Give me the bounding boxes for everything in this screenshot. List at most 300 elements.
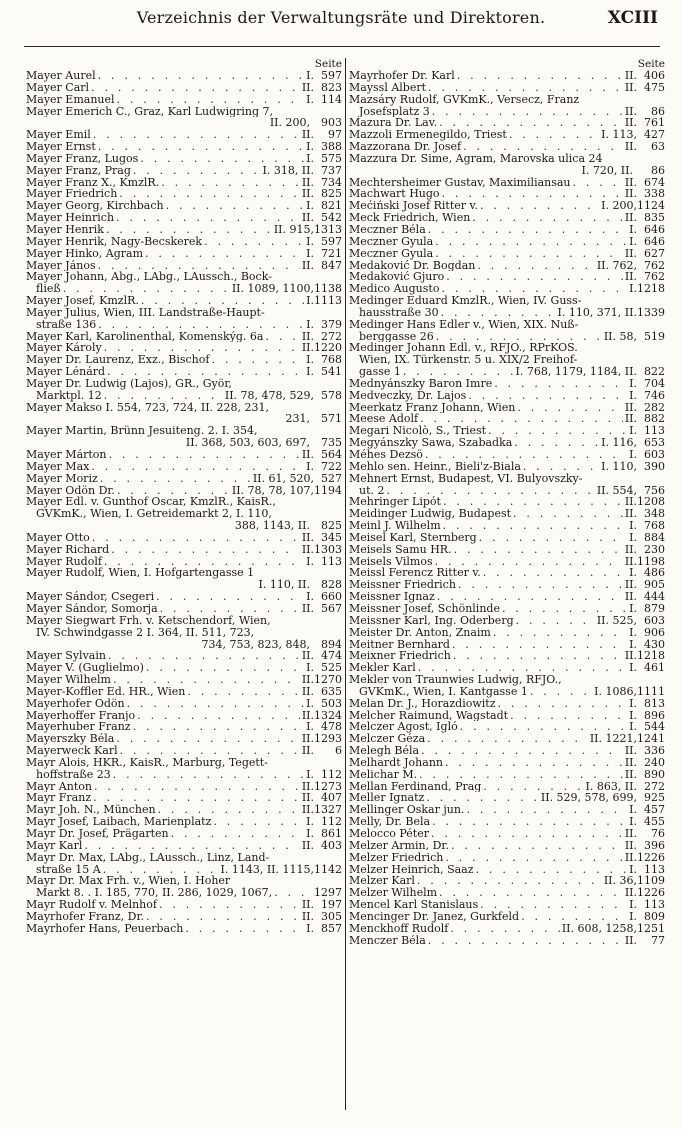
entry-name-line: Mayer V. (Guglielmo) — [26, 662, 144, 675]
entry-volume-refs: II. — [624, 81, 637, 94]
entry-name-line: Mayer Edl. v. Gunthof Oscar, KmzlR., KaisR., — [26, 496, 276, 509]
index-entry — [349, 792, 665, 804]
entry-name-line: Meerkatz Franz Johann, Wien — [349, 401, 516, 414]
entry-name-line: Melocco Péter — [349, 828, 429, 840]
entry-name-line: Mayerhuber Franz — [26, 721, 131, 734]
entry-name-line: Méhes Dezsö — [349, 449, 423, 461]
entry-page-number: 627 — [644, 247, 665, 260]
entry-name-line: Mayer Richard — [26, 543, 110, 556]
entry-list — [349, 70, 665, 946]
index-entry — [349, 402, 665, 414]
entry-page-number: 660 — [321, 591, 342, 603]
entry-volume-refs: II. — [624, 579, 637, 592]
entry-name-line: Mayer Carl — [26, 81, 90, 94]
entry-name-line: Meitner Bernhard — [349, 638, 450, 651]
entry-name-line: Melan Dr. J., Horazdiowitz — [349, 697, 496, 710]
entry-name-line: Mayer Martin, Brünn Jesuiteng. 2. I. 354, — [26, 425, 258, 438]
entry-volume-refs: I. 1086, — [594, 685, 637, 698]
entry-name-line: Mazzura Dr. Šime, Agram, Marovska ulica 24 — [349, 152, 603, 165]
index-entry — [349, 390, 665, 402]
entry-name-line: GVKmK., Wien, I. Kantgasse 1 — [359, 685, 528, 698]
entry-name-line: fließ — [36, 283, 61, 296]
index-entry — [349, 804, 665, 816]
entry-volume-refs: I. — [306, 768, 314, 781]
entry-volume-refs: I. — [306, 591, 314, 603]
entry-volume-refs: I. — [306, 354, 314, 367]
index-entry — [26, 449, 342, 461]
entry-name-line: Mehnert Ernst, Budapest, VI. Bulyovszky- — [349, 472, 583, 485]
entry-page-number: 461 — [644, 662, 665, 675]
entry-volume-refs: II. — [624, 188, 637, 201]
entry-page-number: 578 — [321, 389, 342, 402]
entry-volume-refs: I. — [306, 152, 314, 165]
index-entry — [26, 402, 342, 426]
entry-page-number: 475 — [644, 81, 665, 94]
index-entry — [349, 674, 665, 698]
entry-volume-refs: I. — [306, 141, 314, 153]
entry-volume-refs: II. — [624, 543, 637, 556]
index-entry — [349, 319, 665, 343]
index-entry — [26, 496, 342, 532]
entry-name-line: Meissner Karl, Ing. Oderberg — [349, 614, 514, 627]
entry-name-line: IV. Schwindgasse 2 I. 364, II. 511, 723, — [36, 626, 255, 639]
index-entry — [26, 461, 342, 473]
index-entry — [349, 200, 665, 212]
entry-volume-refs: II. 78, 78, 107, — [231, 484, 314, 497]
entry-page-number: 86 — [651, 105, 665, 118]
index-entry — [26, 153, 342, 165]
index-entry — [349, 757, 665, 769]
index-entry — [349, 567, 665, 579]
entry-page-number: 646 — [644, 235, 665, 248]
entry-name-line: Mayr Karl — [26, 839, 83, 852]
entry-page-number: 603 — [644, 614, 665, 627]
entry-volume-refs: II. — [624, 828, 637, 840]
index-entry — [26, 674, 342, 686]
index-entry — [26, 804, 342, 816]
index-entry — [26, 745, 342, 757]
entry-volume-refs: II. — [624, 413, 637, 426]
entry-name-line: Medaković Gjuro — [349, 271, 445, 284]
entry-volume-refs: I. 116, — [601, 437, 637, 449]
entry-page-number: 603 — [644, 449, 665, 461]
entry-volume-refs: I. 110, — [601, 460, 637, 473]
index-entry — [26, 721, 342, 733]
entry-name-line: Mayrhofer Dr. Karl — [349, 70, 455, 82]
entry-volume-refs: I. — [629, 567, 637, 580]
entry-page-number: 847 — [321, 259, 342, 272]
index-entry — [349, 82, 665, 94]
index-entry — [26, 603, 342, 615]
entry-name-line: Megyánszky Sawa, Szabadka — [349, 437, 513, 449]
entry-volume-refs: I. — [629, 626, 637, 639]
entry-name-line: Mayr Alois, HKR., KaisR., Marburg, Tegett- — [26, 756, 268, 769]
index-entry — [349, 449, 665, 461]
entry-name-line: Mellan Ferdinand, Prag — [349, 780, 482, 793]
entry-volume-refs: II. — [301, 212, 314, 224]
entry-volume-refs: II. — [624, 839, 637, 852]
entry-volume-refs: II. — [624, 271, 637, 284]
entry-page-number: 1270 — [314, 674, 342, 686]
index-entry — [26, 686, 342, 698]
index-entry — [26, 129, 342, 141]
entry-page-number: 1339 — [637, 306, 665, 319]
entry-page-number: 348 — [644, 508, 665, 521]
entry-name-line: Meisels Samu HR. — [349, 543, 452, 556]
index-entry — [26, 591, 342, 603]
entry-name-line: Mayer Franz, Lugos — [26, 152, 139, 165]
page-header — [0, 8, 682, 36]
entry-volume-refs: II. — [624, 141, 637, 153]
index-entry — [26, 378, 342, 402]
index-entry — [349, 461, 665, 473]
index-entry — [26, 852, 342, 876]
entry-volume-refs: II. — [624, 508, 637, 521]
entry-page-number: 737 — [321, 164, 342, 177]
entry-page-number: 571 — [321, 413, 342, 426]
entry-page-number: 240 — [644, 756, 665, 769]
entry-name-line: Mayerszky Béla — [26, 733, 115, 746]
entry-volume-refs: I. — [629, 520, 637, 532]
entry-name-line: Mayer Emil — [26, 129, 91, 142]
entry-volume-refs: II. 36, — [603, 875, 637, 888]
index-entry — [349, 911, 665, 923]
index-entry — [349, 188, 665, 200]
entry-volume-refs: I. — [306, 318, 314, 331]
entry-name-line: Mayr Dr. Max, LAbg., LAussch., Linz, Land- — [26, 851, 270, 864]
entry-page-number: 567 — [321, 602, 342, 615]
entry-page-number: 345 — [321, 531, 342, 544]
entry-name-line: Mayer Max — [26, 460, 90, 473]
index-entry — [349, 864, 665, 876]
entry-page-number: 544 — [644, 721, 665, 734]
entry-volume-refs: I. — [629, 697, 637, 710]
entry-name-line: Menczer Béla — [349, 934, 426, 947]
entry-page-number: 1251 — [637, 922, 665, 935]
entry-volume-refs: I. 863, II. — [585, 780, 637, 793]
entry-page-number: 1124 — [637, 200, 665, 213]
entry-volume-refs: II. — [624, 105, 637, 118]
index-entry — [26, 141, 342, 153]
index-entry — [26, 307, 342, 331]
index-entry — [349, 413, 665, 425]
entry-page-number: 230 — [644, 543, 665, 556]
entry-page-number: 542 — [321, 212, 342, 224]
index-entry — [349, 603, 665, 615]
index-entry — [26, 875, 342, 899]
index-entry — [349, 650, 665, 662]
entry-name-line: Mayer Ödön Dr. — [26, 484, 115, 497]
index-entry — [26, 94, 342, 106]
entry-name-line: Mayer Henrik, Nagy-Becskerek — [26, 235, 203, 248]
entry-name-line: Meczner Gyula — [349, 235, 434, 248]
entry-volume-refs: II. 78, 478, 529, — [224, 389, 314, 402]
entry-page-number: 823 — [321, 81, 342, 94]
entry-page-number: 575 — [321, 152, 342, 165]
entry-volume-refs: II. 1089, 1100, — [231, 283, 314, 296]
index-entry — [26, 425, 342, 449]
index-entry — [26, 923, 342, 935]
entry-volume-refs: II. — [301, 543, 314, 556]
index-entry — [349, 141, 665, 153]
entry-name-line: hoffstraße 23 — [36, 768, 111, 781]
entry-name-line: ut. 2 — [359, 484, 385, 497]
entry-page-number: 722 — [321, 460, 342, 473]
entry-name-line: Mayr Franz — [26, 792, 92, 805]
entry-name-line: Mayr Rudolf v. Melnhof — [26, 899, 157, 911]
entry-volume-refs: II. 368, 503, 603, 697, — [185, 437, 310, 449]
index-entry — [26, 615, 342, 651]
index-entry — [26, 544, 342, 556]
seite-heading: Seite — [314, 58, 342, 70]
entry-volume-refs: II. — [301, 804, 314, 817]
entry-page-number: 77 — [651, 934, 665, 947]
entry-volume-refs: II. — [301, 176, 314, 189]
entry-volume-refs: II. 200, — [269, 117, 310, 130]
entry-name-line: Mayr Dr. Josef, Prägarten — [26, 828, 169, 840]
entry-name-line: Mehringer Lipót — [349, 496, 441, 509]
entry-volume-refs: II. — [301, 733, 314, 746]
index-entry — [26, 342, 342, 354]
entry-name-line: Melichar M. — [349, 768, 418, 781]
entry-page-number: 503 — [321, 697, 342, 710]
entry-name-line: Megari Nicolò, S., Triest — [349, 425, 487, 438]
entry-page-number: 597 — [321, 235, 342, 248]
entry-page-number: 761 — [644, 117, 665, 130]
entry-page-number: 1241 — [637, 733, 665, 746]
entry-volume-refs: II. — [301, 449, 314, 461]
index-entry — [349, 721, 665, 733]
entry-name-line: Wien, IX. Türkenstr. 5 u. XIX/2 Freihof- — [359, 354, 578, 367]
index-entry — [26, 733, 342, 745]
entry-page-number: 1208 — [637, 496, 665, 509]
entry-page-number: 1297 — [314, 887, 342, 900]
entry-name-line: Mayer Rudolf — [26, 555, 102, 568]
entry-name-line: Mayer Otto — [26, 531, 90, 544]
entry-page-number: 407 — [321, 792, 342, 805]
index-entry — [26, 200, 342, 212]
entry-page-number: 305 — [321, 910, 342, 923]
entry-volume-refs: II. — [301, 259, 314, 272]
index-entry — [26, 224, 342, 236]
column-divider — [345, 58, 346, 1110]
entry-page-number: 825 — [321, 520, 342, 532]
entry-name-line: Mayssl Albert — [349, 81, 427, 94]
entry-name-line: Melzer Friedrich — [349, 851, 444, 864]
entry-volume-refs: 734, 753, 823, 848, — [201, 638, 310, 651]
entry-page-number: 746 — [644, 389, 665, 402]
index-entry — [349, 639, 665, 651]
entry-volume-refs: I. 200, — [601, 200, 637, 213]
entry-page-number: 734 — [321, 176, 342, 189]
index-entry — [26, 366, 342, 378]
entry-volume-refs: I. — [629, 425, 637, 438]
entry-volume-refs: I. — [306, 816, 314, 828]
entry-name-line: Mayer Georg, Kirchbach — [26, 200, 164, 213]
entry-page-number: 762 — [644, 271, 665, 284]
entry-page-number: 406 — [644, 70, 665, 82]
index-entry — [26, 106, 342, 130]
entry-volume-refs: I. — [306, 366, 314, 378]
entry-name-line: Mayer Friedrich — [26, 188, 118, 201]
entry-page-number: 197 — [321, 899, 342, 911]
entry-name-line: Mehlo sen. Heinr., Bieli'z-Biala — [349, 460, 521, 473]
entry-page-number: 519 — [644, 330, 665, 343]
entry-page-number: 113 — [644, 863, 665, 876]
entry-volume-refs: I. — [629, 804, 637, 817]
entry-name-line: Mayer Károly — [26, 342, 102, 355]
entry-name-line: Melhardt Johann — [349, 756, 443, 769]
entry-page-number: 527 — [321, 472, 342, 485]
entry-name-line: Meissner Ignaz — [349, 591, 435, 603]
entry-volume-refs: I. — [306, 922, 314, 935]
entry-volume-refs: II. 61, 520, — [252, 472, 314, 485]
page-number: XCIII — [607, 8, 658, 28]
entry-name-line: Mekler Karl — [349, 662, 416, 675]
entry-name-line: Mayer Sándor, Csegeri — [26, 591, 155, 603]
entry-name-line: GVKmK., Wien, I. Getreidemarkt 2, I. 110, — [36, 508, 272, 521]
entry-name-line: Melly, Dr. Bela — [349, 816, 431, 828]
entry-volume-refs: II. — [624, 768, 637, 781]
entry-name-line: Mazzoli Ermenegildo, Triest — [349, 129, 507, 142]
entry-volume-refs: II. 762, — [596, 259, 637, 272]
entry-volume-refs: I. — [629, 910, 637, 923]
entry-volume-refs: I. — [629, 899, 637, 911]
index-entry — [26, 792, 342, 804]
index-entry — [349, 935, 665, 947]
entry-page-number: 1111 — [637, 685, 665, 698]
entry-page-number: 486 — [644, 567, 665, 580]
entry-name-line: Mellinger Oskar jun. — [349, 804, 465, 817]
entry-page-number: 809 — [644, 910, 665, 923]
entry-page-number: 390 — [644, 460, 665, 473]
entry-name-line: Melzer Karl — [349, 875, 415, 888]
index-entry — [349, 769, 665, 781]
entry-name-line: Mayer Siegwart Frh. v. Ketschendorf, Wien, — [26, 614, 271, 627]
entry-page-number: 704 — [644, 377, 665, 390]
entry-name-line: Mayrhofer Franz, Dr. — [26, 910, 145, 923]
entry-volume-refs: II. — [624, 496, 637, 509]
entry-volume-refs: II. — [301, 531, 314, 544]
entry-volume-refs: II. — [301, 780, 314, 793]
entry-name-line: Medinger Hans Edler v., Wien, XIX. Nuß- — [349, 318, 579, 331]
entry-volume-refs: II. — [301, 685, 314, 698]
entry-name-line: Mayer-Koffler Ed. HR., Wien — [26, 685, 186, 698]
index-entry — [26, 899, 342, 911]
index-entry — [349, 745, 665, 757]
entry-page-number: 646 — [644, 223, 665, 236]
entry-name-line: Meese Adolf — [349, 413, 419, 426]
entry-name-line: Meissner Friedrich — [349, 579, 456, 592]
entry-name-line: Mayer Hinko, Agram — [26, 247, 144, 260]
entry-page-number: 427 — [644, 129, 665, 142]
entry-name-line: Mayer Dr. Laurenz, Exz., Bischof — [26, 354, 210, 367]
entry-name-line: Mayer Josef, KmzlR. — [26, 295, 139, 307]
index-entry — [26, 757, 342, 781]
entry-page-number: 735 — [321, 437, 342, 449]
entry-volume-refs: I. — [629, 531, 637, 544]
entry-page-number: 1194 — [314, 484, 342, 497]
entry-name-line: Mazura Dr. Lav. — [349, 117, 438, 130]
entry-page-number: 541 — [321, 366, 342, 378]
entry-name-line: Meller Ignatz — [349, 792, 425, 805]
entry-name-line: straße 15 A — [36, 863, 101, 876]
entry-page-number: 762 — [644, 259, 665, 272]
entry-name-line: Mayer Henrik — [26, 223, 104, 236]
index-entry — [349, 260, 665, 272]
index-entry — [26, 295, 342, 307]
entry-name-line: Meister Dr. Anton, Znaim — [349, 626, 491, 639]
entry-volume-refs: II. — [624, 212, 637, 224]
entry-page-number: 1273 — [314, 780, 342, 793]
index-entry — [349, 271, 665, 283]
entry-page-number: 1293 — [314, 733, 342, 746]
entry-name-line: Mayr Joh. N., München — [26, 804, 156, 817]
index-entry — [349, 236, 665, 248]
entry-volume-refs: I. — [629, 377, 637, 390]
entry-name-line: Mencinger Dr. Janez, Gurkfeld — [349, 910, 520, 923]
entry-volume-refs: II. — [624, 851, 637, 864]
index-entry — [26, 650, 342, 662]
index-entry — [349, 828, 665, 840]
entry-volume-refs: I. — [306, 721, 314, 734]
entry-page-number: 857 — [321, 922, 342, 935]
entry-volume-refs: I. — [629, 389, 637, 402]
index-entry — [349, 508, 665, 520]
index-entry — [26, 82, 342, 94]
entry-page-number: 896 — [644, 709, 665, 722]
entry-page-number: 388 — [321, 141, 342, 153]
entry-volume-refs: II. — [301, 602, 314, 615]
entry-page-number: 1226 — [637, 851, 665, 864]
entry-page-number: 674 — [644, 176, 665, 189]
entry-name-line: Mayr Anton — [26, 780, 92, 793]
index-entry — [26, 212, 342, 224]
entry-page-number: 272 — [321, 330, 342, 343]
entry-page-number: 906 — [644, 626, 665, 639]
entry-name-line: Meinl J. Wilhelm — [349, 520, 441, 532]
entry-page-number: 86 — [651, 164, 665, 177]
entry-page-number: 403 — [321, 839, 342, 852]
entry-volume-refs: I. 318, II. — [262, 164, 314, 177]
entry-volume-refs: I. 768, 1179, 1184, II. — [515, 366, 637, 378]
index-entry — [26, 473, 342, 485]
entry-name-line: Mećiński Josef Ritter v. — [349, 200, 478, 213]
entry-volume-refs: II. 1221, — [589, 733, 637, 746]
entry-volume-refs: II. — [301, 330, 314, 343]
entry-name-line: Meisel Karl, Sternberg — [349, 531, 477, 544]
index-entry — [349, 899, 665, 911]
entry-volume-refs: II. — [301, 81, 314, 94]
index-entry — [26, 662, 342, 674]
entry-name-line: Mayer Franz X., KmzlR. — [26, 176, 160, 189]
entry-page-number: 6 — [335, 745, 342, 757]
index-entry — [349, 94, 665, 118]
header-rule — [24, 46, 660, 47]
entry-name-line: Mayer János — [26, 259, 96, 272]
entry-volume-refs: 231, — [285, 413, 310, 426]
column-left — [26, 58, 342, 1118]
entry-name-line: Meisels Vilmos — [349, 555, 433, 568]
index-entry — [349, 224, 665, 236]
index-entry — [26, 236, 342, 248]
entry-page-number: 1113 — [314, 295, 342, 307]
entry-page-number: 597 — [321, 70, 342, 82]
entry-name-line: Medinger Eduard KmzlR., Wien, IV. Guss- — [349, 295, 582, 307]
entry-volume-refs: II. 58, — [603, 330, 637, 343]
entry-page-number: 474 — [321, 650, 342, 663]
entry-page-number: 813 — [644, 697, 665, 710]
